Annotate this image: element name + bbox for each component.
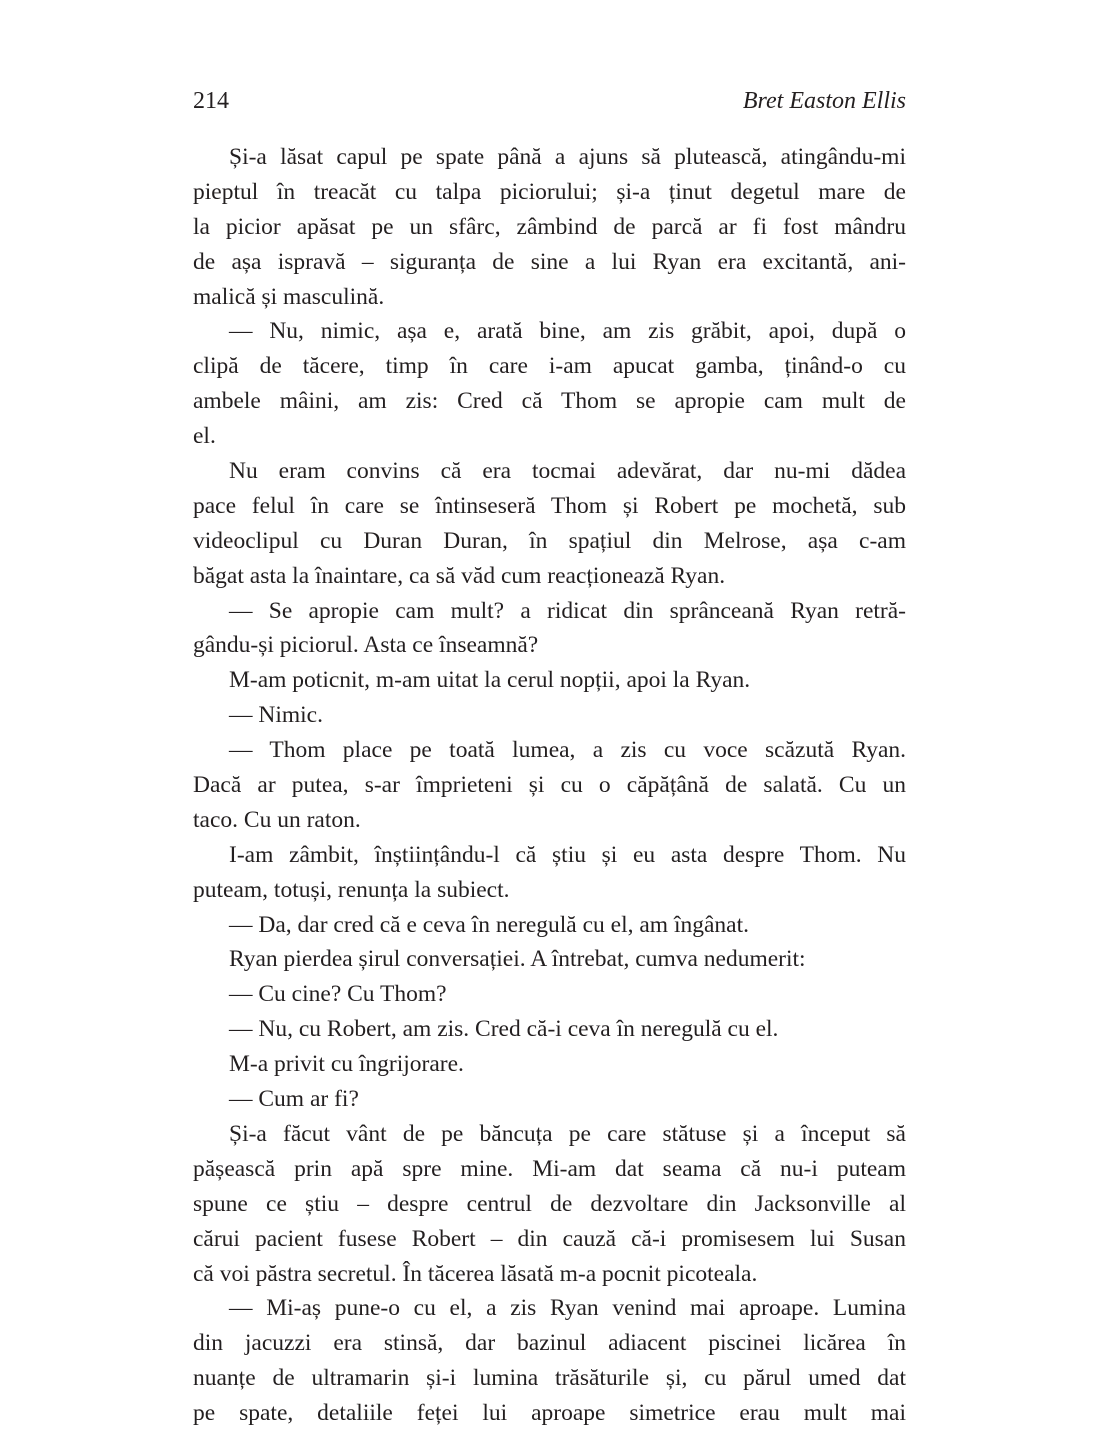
text-line: — Thom place pe toată lumea, a zis cu voce scăzută Ryan. xyxy=(229,737,906,764)
running-header xyxy=(193,84,906,118)
text-line: el. xyxy=(193,423,216,450)
paragraph xyxy=(193,1082,906,1117)
text-line: — Se apropie cam mult? a ridicat din sprânceană Ryan retră- xyxy=(229,597,906,624)
text-line: Ryan pierdea șirul conversației. A întrebat, cumva nedumerit: xyxy=(229,946,806,973)
text-line: M-a privit cu îngrijorare. xyxy=(229,1051,464,1078)
text-line: I-am zâmbit, înștiințându-l că știu și eu asta despre Thom. Nu xyxy=(229,841,906,868)
paragraph xyxy=(193,454,906,594)
paragraph xyxy=(193,977,906,1012)
text-line: — Cu cine? Cu Thom? xyxy=(229,981,447,1008)
text-line: M-am poticnit, m-am uitat la cerul nopții, apoi la Ryan. xyxy=(229,667,751,694)
text-line: Și-a lăsat capul pe spate până a ajuns să plutească, atingându-mi xyxy=(229,144,906,170)
text-line: cărui pacient fusese Robert – din cauză că-i promisesem lui Susan xyxy=(193,1225,906,1252)
paragraph xyxy=(193,594,906,664)
text-line: că voi păstra secretul. În tăcerea lăsată m-a pocnit picoteala. xyxy=(193,1260,758,1287)
text-line: pe spate, detaliile feței lui aproape simetrice erau mult mai xyxy=(193,1400,906,1427)
page-number: 214 xyxy=(193,88,229,114)
text-line: ambele mâini, am zis: Cred că Thom se apropie cam mult de xyxy=(193,388,906,415)
paragraph xyxy=(193,140,906,314)
paragraph xyxy=(193,1117,906,1291)
paragraph xyxy=(193,733,906,838)
running-header-author: Bret Easton Ellis xyxy=(742,88,906,114)
text-line: puteam, totuși, renunța la subiect. xyxy=(193,876,510,903)
text-line: — Cum ar fi? xyxy=(229,1086,359,1113)
text-line: videoclipul cu Duran Duran, în spațiul din Melrose, așa c-am xyxy=(193,527,906,554)
text-line: pace felul în care se întinseseră Thom și Robert pe mochetă, sub xyxy=(193,492,906,519)
text-line: din jacuzzi era stinsă, dar bazinul adiacent piscinei licărea în xyxy=(193,1330,906,1357)
text-line: Nu eram convins că era tocmai adevărat, dar nu-mi dădea xyxy=(229,458,906,485)
paragraph xyxy=(193,1291,906,1431)
text-line: — Nu, cu Robert, am zis. Cred că-i ceva în neregulă cu el. xyxy=(229,1016,779,1043)
text-line: băgat asta la înaintare, ca să văd cum reacționează Ryan. xyxy=(193,562,726,589)
text-line: taco. Cu un raton. xyxy=(193,806,361,833)
paragraph xyxy=(193,838,906,908)
text-line: — Nimic. xyxy=(229,702,323,729)
body-text xyxy=(193,140,906,1431)
paragraph xyxy=(193,1012,906,1047)
text-line: pieptul în treacăt cu talpa piciorului; și-a ținut degetul mare de xyxy=(193,178,906,205)
paragraph xyxy=(193,663,906,698)
text-line: nuanțe de ultramarin și-i lumina trăsăturile și, cu părul umed dat xyxy=(193,1365,906,1392)
text-line: — Da, dar cred că e ceva în neregulă cu el, am îngânat. xyxy=(229,911,749,938)
text-line: la picior apăsat pe un sfârc, zâmbind de parcă ar fi fost mândru xyxy=(193,213,906,240)
text-line: de așa ispravă – siguranța de sine a lui Ryan era excitantă, ani- xyxy=(193,248,906,275)
text-line: Și-a făcut vânt de pe băncuța pe care stătuse și a început să xyxy=(229,1120,906,1147)
text-line: — Mi-aș pune-o cu el, a zis Ryan venind mai aproape. Lumina xyxy=(229,1295,906,1322)
paragraph xyxy=(193,908,906,943)
text-line: gându-și piciorul. Asta ce înseamnă? xyxy=(193,632,539,659)
text-line: clipă de tăcere, timp în care i-am apucat gamba, ținând-o cu xyxy=(193,353,906,380)
paragraph xyxy=(193,1047,906,1082)
text-line: spune ce știu – despre centrul de dezvoltare din Jacksonville al xyxy=(193,1190,906,1217)
paragraph xyxy=(193,698,906,733)
paragraph xyxy=(193,314,906,454)
text-line: Dacă ar putea, s-ar împrieteni și cu o căpățână de salată. Cu un xyxy=(193,772,906,799)
paragraph xyxy=(193,942,906,977)
text-line: — Nu, nimic, așa e, arată bine, am zis grăbit, apoi, după o xyxy=(229,318,906,345)
text-line: malică și masculină. xyxy=(193,283,385,310)
text-line: pășească prin apă spre mine. Mi-am dat seama că nu-i puteam xyxy=(193,1155,906,1182)
